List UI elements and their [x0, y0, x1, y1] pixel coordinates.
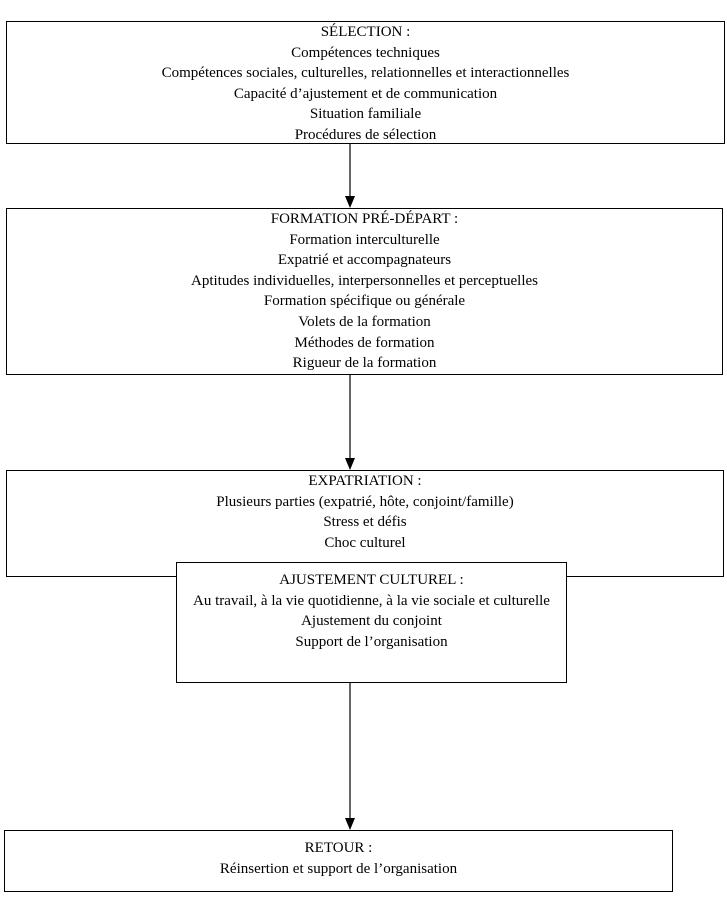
selection-box — [6, 21, 725, 144]
arrow-selection-to-formation — [345, 144, 355, 208]
retour-box — [4, 830, 673, 892]
expatriation-item: Plusieurs parties (expatrié, hôte, conjoint/famille) — [216, 493, 514, 510]
expatriation-box — [6, 470, 724, 577]
selection-item: Procédures de sélection — [294, 126, 437, 143]
formation-item: Méthodes de formation — [294, 334, 435, 351]
selection-item: Capacité d’ajustement et de communication — [233, 85, 498, 102]
arrow-formation-to-expatriation — [345, 375, 355, 470]
expatriation-item: Choc culturel — [324, 534, 406, 551]
retour-title: RETOUR : — [304, 840, 373, 856]
retour-item: Réinsertion et support de l’organisation — [219, 860, 458, 877]
formation-item: Volets de la formation — [298, 313, 431, 330]
expatriation-item: Stress et défis — [323, 514, 407, 531]
selection-item: Compétences sociales, culturelles, relationnelles et interactionnelles — [161, 65, 570, 82]
selection-title: SÉLECTION : — [320, 24, 411, 40]
expatriation-title: EXPATRIATION : — [308, 473, 422, 489]
formation-box — [6, 208, 723, 375]
formation-item: Rigueur de la formation — [292, 355, 437, 372]
arrow-ajustement-to-retour — [345, 683, 355, 830]
ajustement-item: Au travail, à la vie quotidienne, à la vie sociale et culturelle — [193, 592, 550, 609]
formation-item: Formation interculturelle — [289, 231, 440, 248]
ajustement-item: Support de l’organisation — [295, 633, 448, 650]
ajustement-item: Ajustement du conjoint — [301, 613, 442, 630]
formation-item: Formation spécifique ou générale — [263, 293, 466, 310]
ajustement-box — [176, 562, 567, 683]
formation-item: Aptitudes individuelles, interpersonnelles et perceptuelles — [191, 272, 538, 289]
formation-title: FORMATION PRÉ-DÉPART : — [270, 211, 459, 227]
selection-item: Compétences techniques — [291, 44, 440, 61]
ajustement-title: AJUSTEMENT CULTUREL : — [279, 572, 464, 588]
formation-item: Expatrié et accompagnateurs — [277, 252, 452, 269]
selection-item: Situation familiale — [309, 106, 422, 123]
